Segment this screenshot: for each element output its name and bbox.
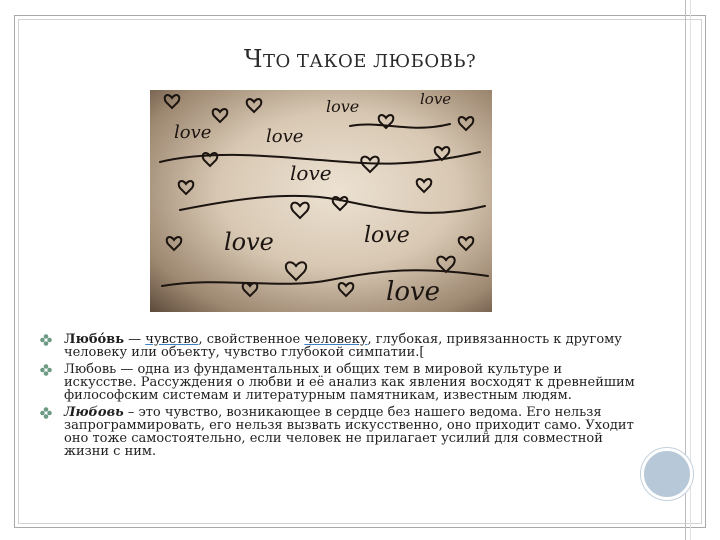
love-word-6: love — [224, 228, 274, 256]
list-item — [38, 363, 638, 402]
bullet-list — [38, 333, 638, 462]
bullet-flower-icon — [40, 364, 52, 376]
bullet-text-3 — [64, 406, 638, 458]
link-cheloveku[interactable]: человеку — [304, 332, 368, 347]
love-word-8: love — [386, 277, 441, 307]
love-word-2: love — [420, 90, 452, 108]
heart-18 — [339, 283, 354, 296]
decorative-circle — [641, 448, 693, 500]
heart-9 — [179, 181, 194, 194]
love-handwriting-photo — [150, 90, 492, 312]
bullet-flower-icon — [40, 334, 52, 346]
text-mid: , свойственное — [198, 332, 305, 347]
list-item — [38, 406, 638, 458]
flourish-4 — [350, 124, 450, 128]
title-first-letter: Ч — [243, 45, 263, 73]
heart-14 — [459, 237, 474, 250]
bullet-text-2: Любовь — одна из фундаментальных и общих тем в мировой культуре и искусстве. Рассуждения о любви и её анализ как явления восходят к древнейшим философским системам и литературным памятникам, известным людям. — [64, 362, 635, 403]
slide-title — [0, 45, 720, 73]
term-love-italic: Любовь — [64, 405, 124, 420]
heart-10 — [417, 179, 432, 192]
love-word-1: love — [326, 97, 360, 116]
title-rest: ТО ТАКОЕ ЛЮБОВЬ? — [262, 51, 477, 72]
bullet-flower-icon — [40, 407, 52, 419]
list-item — [38, 333, 638, 359]
text-rest: , глубокая, привязанность к другому человеку или объекту, чувство глубокой симпатии.[ — [64, 332, 622, 360]
love-handwriting-drawing — [150, 90, 492, 312]
love-word-7: love — [364, 223, 410, 248]
heart-15 — [286, 262, 306, 280]
love-word-3: love — [174, 122, 212, 143]
heart-5 — [459, 117, 474, 130]
bullet-text-1 — [64, 333, 638, 359]
heart-3 — [247, 99, 262, 112]
term-love: Любо́вь — [64, 332, 125, 347]
link-chuvstvo[interactable]: чувство — [145, 332, 199, 347]
heart-13 — [167, 237, 182, 250]
right-rule-light — [690, 0, 691, 540]
heart-2 — [213, 109, 228, 122]
heart-11 — [291, 203, 308, 218]
love-word-5: love — [290, 161, 332, 185]
dash: — — [124, 332, 146, 347]
love-word-4: love — [266, 126, 304, 147]
text-rest: – это чувство, возникающее в сердце без нашего ведома. Его нельзя запрограммировать, его нельзя вызвать искусственно, оно приходит само. Уходит оно тоже самостоятельно, если человек не прилагает усилий для совместной жизни с ним. — [64, 405, 634, 459]
heart-16 — [437, 257, 454, 272]
heart-17 — [243, 283, 258, 296]
heart-1 — [165, 95, 180, 108]
